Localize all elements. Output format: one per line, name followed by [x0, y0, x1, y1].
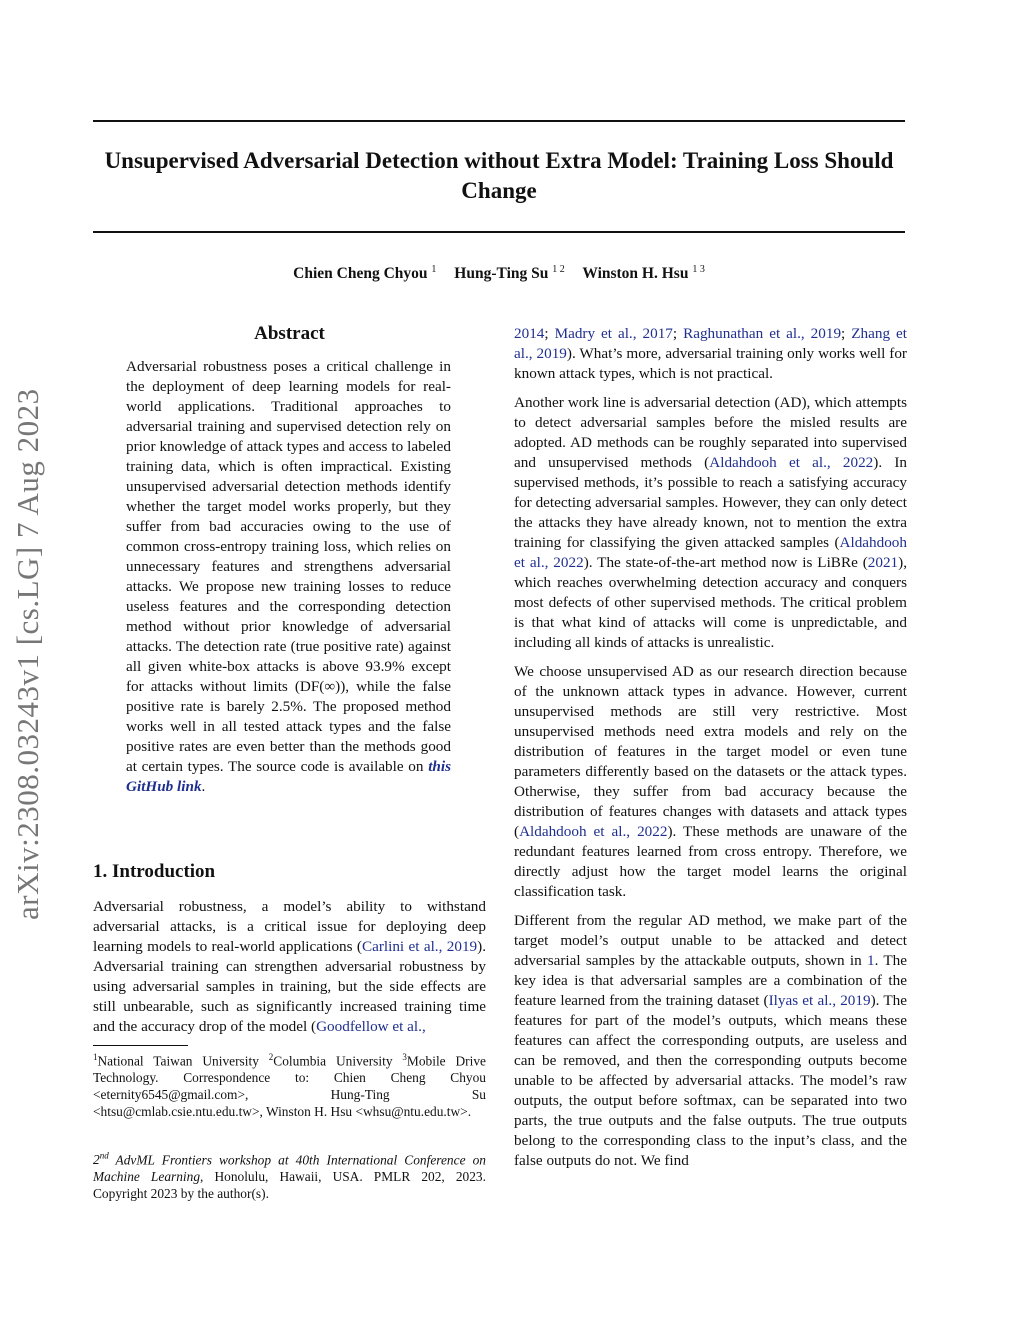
paragraph-text: ). What’s more, adversarial training only works well for known attack types, which is not practical. [514, 345, 907, 382]
top-rule [93, 120, 905, 122]
citation-link[interactable]: Aldahdooh et al., 2022 [709, 454, 874, 471]
footnote-rule [93, 1045, 188, 1046]
abstract-end: . [201, 778, 206, 795]
abstract-text [126, 357, 451, 797]
paragraph-text: We choose unsupervised AD as our research direction because of the unknown attack types in advance. However, current unsupervised methods are still very restrictive. Most unsupervised methods need extra models and rely on the distribution of features in the target model or even tune parameters differently based on the datasets or the attack types. Otherwise, they suffer from bad accuracy because the distribution of features changes with datasets and attack types ( [514, 663, 907, 840]
paragraph-text: ). These methods are unaware of the redundant features learned from cross entropy. Therefore, we directly adjust how the target model learns the original classification task. [514, 823, 907, 900]
citation-link[interactable]: Goodfellow et al., [316, 1018, 426, 1035]
abstract-body: Adversarial robustness poses a critical challenge in the deployment of deep learning models for real-world applications. Traditional approaches to adversarial training and supervised detection rely on prior knowledge of attack types and access to labeled training data, which is often impractical. Existing unsupervised adversarial detection methods identify whether the target model works properly, but they suffer from bad accuracies owing to the use of common cross-entropy training loss, which relies on unnecessary features and strengthens adversarial attacks. We propose new training losses to reduce useless features and the corresponding detection method without prior knowledge of adversarial attacks. The detection rate (true positive rate) against all given white-box attacks is above 93.9% except for attacks without limits (DF(∞)), while the false positive rate is barely 2.5%. The proposed method works well in all tested attack types and the false positive rates are even better than the methods good at certain types. The source code is available on [126, 358, 451, 775]
venue-footnote [93, 1148, 486, 1202]
paragraph-text: ), which reaches overwhelming detection accuracy and conquers most defects of other supervised methods. The critical problem is that what kind of attacks will come is unpredictable, and including all kinds of attacks is unrealistic. [514, 554, 907, 651]
author-name: Chien Cheng Chyou [293, 265, 428, 283]
venue-title: AdvML Frontiers workshop at 40th International Conference on Machine Learning [93, 1152, 486, 1185]
paragraph [514, 662, 907, 902]
author-affil: 1 [431, 264, 437, 275]
affil-1: National Taiwan University [97, 1053, 259, 1069]
affiliation-footnote: $^1$National Taiwan University $^2$Columbia University $^3$Mobile Drive Technology. Correspondence to: Chien Cheng Chyou <eternity6545@gmail.com>, Hung-Ting Su <htsu@cmlab.csie.ntu.edu.tw>, Winston H. Hsu <whsu@ntu.edu.tw>. [93, 1052, 486, 1120]
intro-column [93, 897, 486, 1037]
figure-ref-link[interactable]: 1 [867, 952, 875, 969]
author-affil: 1 3 [692, 264, 705, 275]
paragraph-text: ). The state-of-the-art method now is LiBRe ( [583, 554, 868, 571]
citation-link[interactable]: 2021 [867, 554, 899, 571]
paragraph-text: Different from the regular AD method, we make part of the target model’s output unable to be attacked and detect adversarial samples by the attackable outputs, shown in [514, 912, 907, 969]
intro-paragraph [93, 897, 486, 1037]
paragraph-text: ). In supervised methods, it’s possible to reach a satisfying accuracy for detecting adversarial samples. However, they can only detect the attacks they have already known, not to mention the extra training for classifying the given attacked samples ( [514, 454, 908, 551]
author-list [93, 264, 905, 283]
paragraph: 2014; Madry et al., 2017; Raghunathan et al., 2019; Zhang et al., 2019). What’s more, adversarial training only works well for known attack types, which is not practical. [514, 325, 907, 382]
arxiv-stamp: arXiv:2308.03243v1 [cs.LG] 7 Aug 2023 [10, 388, 45, 920]
citation-link[interactable]: Raghunathan et al., 2019 [683, 325, 842, 342]
paragraph-text: Another work line is adversarial detection (AD), which attempts to detect adversarial samples before the misled results are adopted. AD methods can be roughly separated into supervised and unsupervised methods ( [514, 394, 907, 471]
author-name: Hung-Ting Su [454, 265, 549, 283]
author-affil: 1 2 [552, 264, 565, 275]
intro-text: Adversarial robustness, a model’s ability to withstand adversarial attacks, is a critical issue for deploying deep learning models to real-world applications ( [93, 898, 486, 955]
affil-3: Mobile Drive Technology. Correspondence to: Chien Cheng Chyou <eternity6545@gmail.com>, Hung-Ting Su <htsu@cmlab.csie.ntu.edu.tw>, Winston H. Hsu <whsu@ntu.edu.tw>. [93, 1053, 486, 1120]
section-heading-introduction: 1. Introduction [93, 861, 216, 882]
citation-link[interactable]: Ilyas et al., 2019 [768, 992, 871, 1009]
github-link[interactable]: this GitHub link [126, 758, 451, 795]
citation-link[interactable]: Aldahdooh et al., 2022 [519, 823, 668, 840]
citation-link[interactable]: Zhang et al., 2019 [514, 325, 907, 362]
paragraph-text: ). The features for part of the model’s outputs, which means these features can affect the corresponding outputs, are useless and can be removed, and then the corresponding outputs become unable to be affected by adversarial attacks. The model’s raw outputs, the output before softmax, can be separated into two parts, the true outputs and the false outputs. The true outputs belong to the corresponding class to the input’s class, and the false outputs do not. We find [514, 992, 907, 1169]
citation-link[interactable]: 2014 [514, 325, 545, 342]
right-column [514, 324, 907, 1171]
paragraph [514, 911, 907, 1171]
paragraph [514, 393, 907, 653]
paper-title: Unsupervised Adversarial Detection without Extra Model: Training Loss Should Change [104, 148, 894, 203]
abstract-heading: Abstract [254, 323, 325, 344]
title-bottom-rule [93, 231, 905, 233]
venue-rest: , Honolulu, Hawaii, USA. PMLR 202, 2023. Copyright 2023 by the author(s). [93, 1169, 486, 1202]
citation-link[interactable]: Carlini et al., 2019 [361, 938, 478, 955]
venue-edition: 2nd [93, 1151, 109, 1168]
author-name: Winston H. Hsu [582, 265, 689, 283]
citation-link[interactable]: Aldahdooh et al., 2022 [514, 534, 907, 571]
paragraph-text: . The key idea is that adversarial samples are a combination of the feature learned from the training dataset ( [514, 952, 907, 1009]
citation-link[interactable]: Madry et al., 2017 [554, 325, 673, 342]
affil-2: Columbia University [273, 1053, 393, 1069]
intro-text: ). Adversarial training can strengthen adversarial robustness by using adversarial samples in training, but the side effects are still unbearable, such as significantly increased training time and the accuracy drop of the model ( [93, 938, 486, 1035]
